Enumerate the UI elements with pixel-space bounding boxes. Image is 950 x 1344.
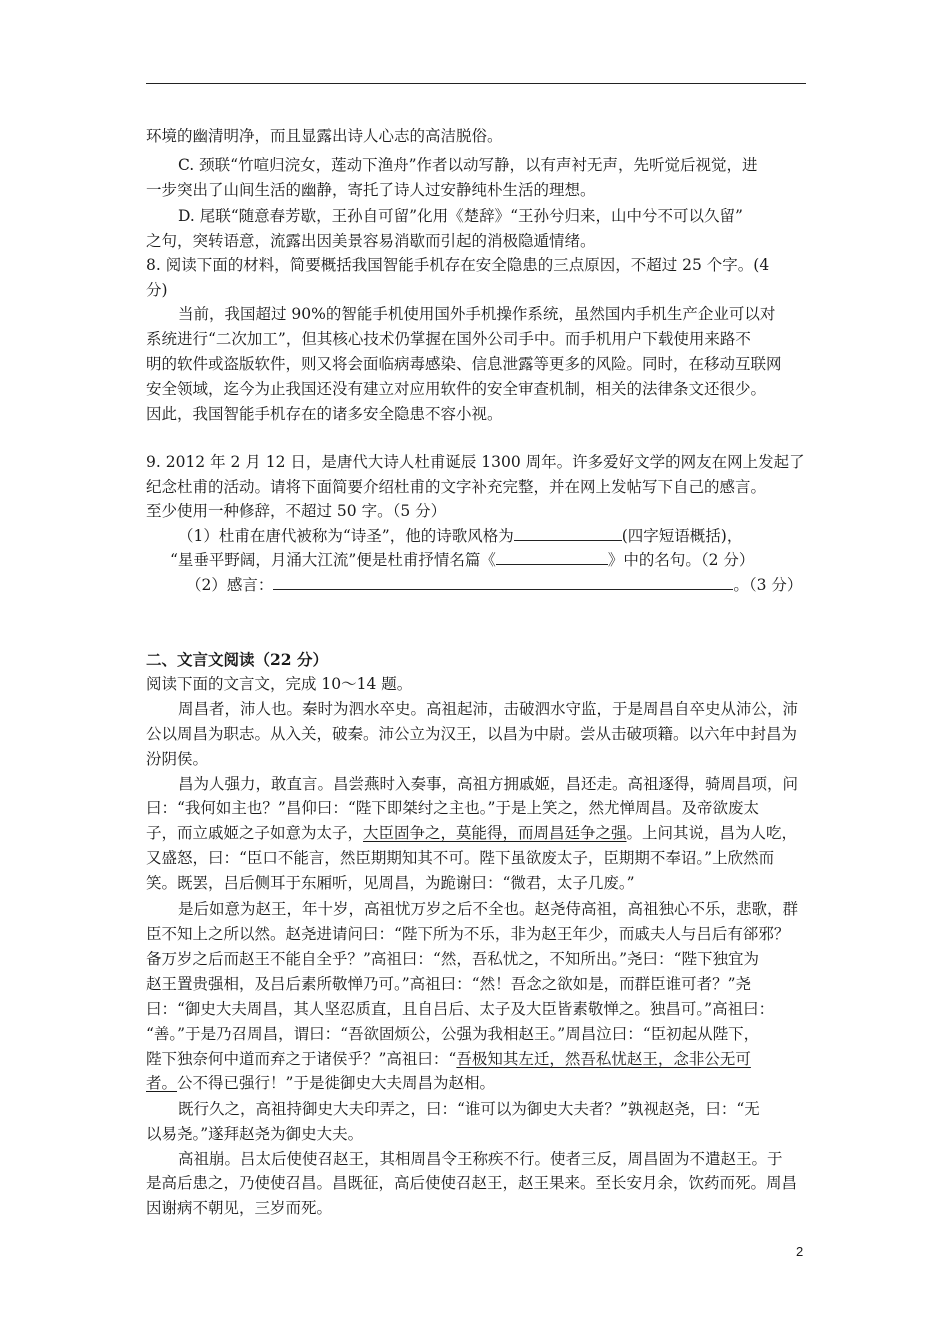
material-line: 当前，我国超过 90%的智能手机使用国外手机操作系统，虽然国内手机生产企业可以对 xyxy=(178,305,776,323)
passage-line xyxy=(146,1049,751,1069)
text-line: 至少使用一种修辞，不超过 50 字。（5 分） xyxy=(146,502,447,520)
material-line: 安全领域，迄今为止我国还没有建立对应用软件的安全审查机制，相关的法律条文还很少。 xyxy=(146,380,767,398)
question-8: 8. 阅读下面的材料，简要概括我国智能手机存在安全隐患的三点原因，不超过 25 个字。(4 xyxy=(146,256,770,274)
passage-line: 公以周昌为职志。从入关，破秦。沛公立为汉王，以昌为中尉。尝从击破项籍。以六年中封昌为 xyxy=(146,725,798,743)
instruction-line: 阅读下面的文言文，完成 10～14 题。 xyxy=(146,675,413,693)
underlined-sentence: 大臣固争之，莫能得，而周昌廷争之强 xyxy=(363,824,627,842)
underlined-sentence: 者。 xyxy=(146,1074,178,1092)
passage-line: 臣不知上之所以然。赵尧进请问曰：“陛下所为不乐，非为赵王年少，而戚夫人与吕后有郤邪？ xyxy=(146,925,790,943)
text-span: （2）感言： xyxy=(186,576,274,594)
page-number: 2 xyxy=(796,1244,804,1259)
passage-line: 曰：“我何如主也？”昌仰曰：“陛下即桀纣之主也。”于是上笑之，然尤惮周昌。及帝欲废太 xyxy=(146,799,759,817)
passage-line: 笑。既罢，吕后侧耳于东厢听，见周昌，为跪谢曰：“微君，太子几废。” xyxy=(146,874,635,892)
answer-blank-title[interactable] xyxy=(496,550,608,565)
material-line: 因此，我国智能手机存在的诸多安全隐患不容小视。 xyxy=(146,405,503,423)
passage-line: 以易尧。”遂拜赵尧为御史大夫。 xyxy=(146,1125,364,1143)
text-span: “星垂平野阔，月涌大江流”便是杜甫抒情名篇《 xyxy=(170,551,496,569)
text-line: 分) xyxy=(146,281,168,299)
passage-line xyxy=(146,823,797,843)
material-line: 系统进行“二次加工”，但其核心技术仍掌握在国外公司手中。而手机用户下载使用来路不 xyxy=(146,330,751,348)
text-line: 之句，突转语意，流露出因美景容易消歇而引起的消极隐遁情绪。 xyxy=(146,232,596,250)
passage-line: 周昌者，沛人也。秦时为泗水卒史。高祖起沛，击破泗水守监，于是周昌自卒史从沛公，沛 xyxy=(178,700,799,718)
header-rule xyxy=(146,83,806,84)
text-line: 环境的幽清明净，而且显露出诗人心志的高洁脱俗。 xyxy=(146,127,503,145)
passage-line: 赵王置贵强相，及吕后素所敬惮乃可。”高祖曰：“然！吾念之欲如是，而群臣谁可者？”尧 xyxy=(146,975,752,993)
question-9-part-1-cont xyxy=(170,550,754,570)
passage-line: 汾阴侯。 xyxy=(146,750,209,768)
text-span: 陛下独奈何中道而弃之于诸侯乎？”高祖曰：“ xyxy=(146,1050,457,1068)
text-span: 。上问其说，昌为人吃， xyxy=(626,824,798,842)
question-9: 9. 2012 年 2 月 12 日，是唐代大诗人杜甫诞辰 1300 周年。许多爱好文学的网友在网上发起了 xyxy=(146,453,805,471)
text-line: 一步突出了山间生活的幽静，寄托了诗人过安静纯朴生活的理想。 xyxy=(146,181,596,199)
text-line: 纪念杜甫的活动。请将下面简要介绍杜甫的文字补充完整，并在网上发帖写下自己的感言。 xyxy=(146,478,767,496)
text-span: 子，而立戚姬之子如意为太子， xyxy=(146,824,364,842)
passage-line: 高祖崩。吕太后使使召赵王，其相周昌令王称疾不行。使者三反，周昌固为不遣赵王。于 xyxy=(178,1150,783,1168)
passage-line: 因谢病不朝见，三岁而死。 xyxy=(146,1199,333,1217)
passage-line: 昌为人强力，敢直言。昌尝燕时入奏事，高祖方拥戚姬，昌还走。高祖逐得，骑周昌项，问 xyxy=(178,775,799,793)
underlined-sentence: 吾极知其左迁，然吾私忧赵王，念非公无可 xyxy=(456,1050,751,1068)
material-line: 明的软件或盗版软件，则又将会面临病毒感染、信息泄露等更多的风险。同时，在移动互联网 xyxy=(146,355,782,373)
passage-line: 又盛怒，曰：“臣口不能言，然臣期期知其不可。陛下虽欲废太子，臣期期不奉诏。”上欣然而 xyxy=(146,849,775,867)
text-span: 公不得已强行！”于是徙御史大夫周昌为赵相。 xyxy=(177,1074,495,1092)
passage-line: 备万岁之后而赵王不能自全乎？”高祖曰：“然，吾私忧之，不知所出。”尧曰：“陛下独宜为 xyxy=(146,950,759,968)
answer-blank-style[interactable] xyxy=(514,526,622,541)
answer-blank-comment[interactable] xyxy=(273,575,733,590)
passage-line: 曰：“御史大夫周昌，其人坚忍质直，且自吕后、太子及大臣皆素敬惮之。独昌可。”高祖曰： xyxy=(146,1000,775,1018)
question-9-part-2 xyxy=(186,575,802,595)
text-span: (四字短语概括)， xyxy=(621,527,743,545)
passage-line xyxy=(146,1073,495,1093)
text-span: 》中的名句。（2 分） xyxy=(607,551,755,569)
option-c-line: C. 颈联“竹喧归浣女，莲动下渔舟”作者以动写静，以有声衬无声，先听觉后视觉，进 xyxy=(178,156,758,174)
question-9-part-1 xyxy=(178,526,742,546)
text-span: （1）杜甫在唐代被称为“诗圣”，他的诗歌风格为 xyxy=(178,527,514,545)
passage-line: “善。”于是乃召周昌，谓曰：“吾欲固烦公，公强为我相赵王。”周昌泣曰：“臣初起从陛下， xyxy=(146,1025,760,1043)
section-heading: 二、文言文阅读（22 分） xyxy=(146,650,328,669)
passage-line: 是后如意为赵王，年十岁，高祖忧万岁之后不全也。赵尧侍高祖，高祖独心不乐，悲歌，群 xyxy=(178,900,799,918)
option-d-line: D. 尾联“随意春芳歇，王孙自可留”化用《楚辞》“王孙兮归来，山中兮不可以久留” xyxy=(178,207,743,225)
passage-line: 既行久之，高祖持御史大夫印弄之，曰：“谁可以为御史大夫者？”孰视赵尧，曰：“无 xyxy=(178,1100,760,1118)
text-span: 。（3 分） xyxy=(733,576,803,594)
passage-line: 是高后患之，乃使使召昌。昌既征，高后使使召赵王，赵王果来。至长安月余，饮药而死。周昌 xyxy=(146,1174,798,1192)
